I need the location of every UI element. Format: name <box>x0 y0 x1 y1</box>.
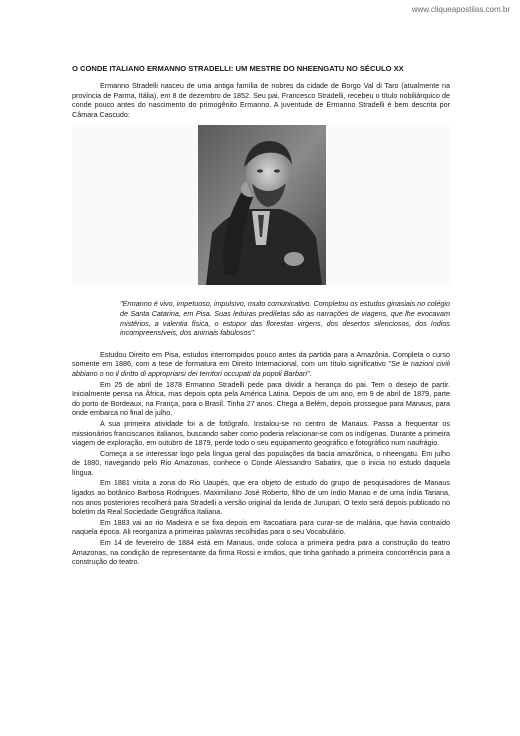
paragraph-madeira: Em 1883 vai ao rio Madeira e se fixa depois em Itacoatiara para curar-se de malária, que havia contraído naquela época. Ali reorganiza a primeiras palavras recolhidas para o seu Vocabulário. <box>72 517 450 537</box>
paragraph-photographer: A sua primeira atividade foi a de fotógrafo. Instalou-se no centro de Manaus. Passa a frequentar os missionários franciscanos italianos, buscando saber como poderia relacionar-se com os indígenas. Durante a primeira viagem de exploração, em outubro de 1879, perde todo o seu equipamento geográfico e fotográfico num naufrágio. <box>72 418 450 448</box>
thesis-title: "Se le nazioni civili abbiano o no il diritto di appropriarsi dei territori occupati da popoli Barbari" <box>72 359 451 378</box>
paragraph-studies-text: Estudou Direito em Pisa, estudos interrompidos pouco antes da partida para a Amazônia. Completa o curso somente em 1886, com a tese de formatura em Direito Internacional, com um título significativo <box>72 349 450 369</box>
paragraph-uaupes: Em 1881 visita a zona do Rio Uaupés, que era objeto de estudo do grupo de pesquisadores de Manaus ligados ao botânico Barbosa Rodrigues. Maximiliano José Roberto, filho de um índio Manao e de uma índia Tariana, nos anos posteriores recolherá para Stradelli a versão original da lenda de Jurupari. O texto será depois publicado no boletim da Real Sociedade Geográfica Italiana. <box>72 478 450 517</box>
paragraph-studies <box>72 350 450 379</box>
intro-paragraph: Ermanno Stradelli nasceu de uma antiga família de nobres da cidade de Borgo Val di Taro (atualmente na província de Parma, Itália), em 8 de dezembro de 1852. Seu pai, Francesco Stradelli, recebeu o título nobiliárquico de conde pouco antes do nascimento do primogênito Ermanno. A juventude de Ermanno Stradelli é bem descrita por Câmara Cascudo: <box>72 81 450 119</box>
portrait-photo <box>198 125 326 285</box>
paragraph-studies-end: . <box>309 368 312 378</box>
paragraph-departure: Em 25 de abril de 1878 Ermanno Stradelli pede para dividir a herança do pai. Tem o desejo de partir. Inicialmente pensa na África, mas depois opta pela América Latina. Depois de um ano, em 9 de abril de 1879, parte do porto de Bordeaux, na França, para o Brasil. Tinha 27 anos. Chega a Belém, depois prossegue para Manaus, para onde embarca no final de julho. <box>72 379 450 418</box>
article-title: O CONDE ITALIANO ERMANNO STRADELLI: UM MESTRE DO NHEENGATU NO SÉCULO XX <box>72 64 404 73</box>
cascudo-quote: "Ermanno é vivo, impetuoso, impulsivo, muito comunicativo. Completou os estudos ginasiais no colégio de Santa Catarina, em Pisa. Suas leituras prediletas são as narrações de viagens, que lhe evocavam mistérios, a valentia física, o estupor das florestas virgens, dos desertos silenciosos, dos índios incompreensíveis, dos animais fabulosos". <box>120 299 450 338</box>
document-page <box>72 64 450 567</box>
paragraph-nheengatu: Começa a se interessar logo pela língua geral das populações da bacia amazônica, o nheengatu. Em julho de 1880, navegando pelo Rio Amazonas, conhece o Conde Alessandro Sabatini, que o inicia no estudo daquela língua. <box>72 448 450 477</box>
site-url[interactable]: www.cliqueapostilas.com.br <box>411 5 510 14</box>
paragraph-teatro: Em 14 de fevereiro de 1884 está em Manaus, onde coloca a primeira pedra para a construção do teatro Amazonas, na condição de representante da firma Rossi e irmãos, que tinha ganhado a primeira concorrência para a construção do teatro. <box>72 538 450 567</box>
portrait-frame <box>72 125 450 285</box>
